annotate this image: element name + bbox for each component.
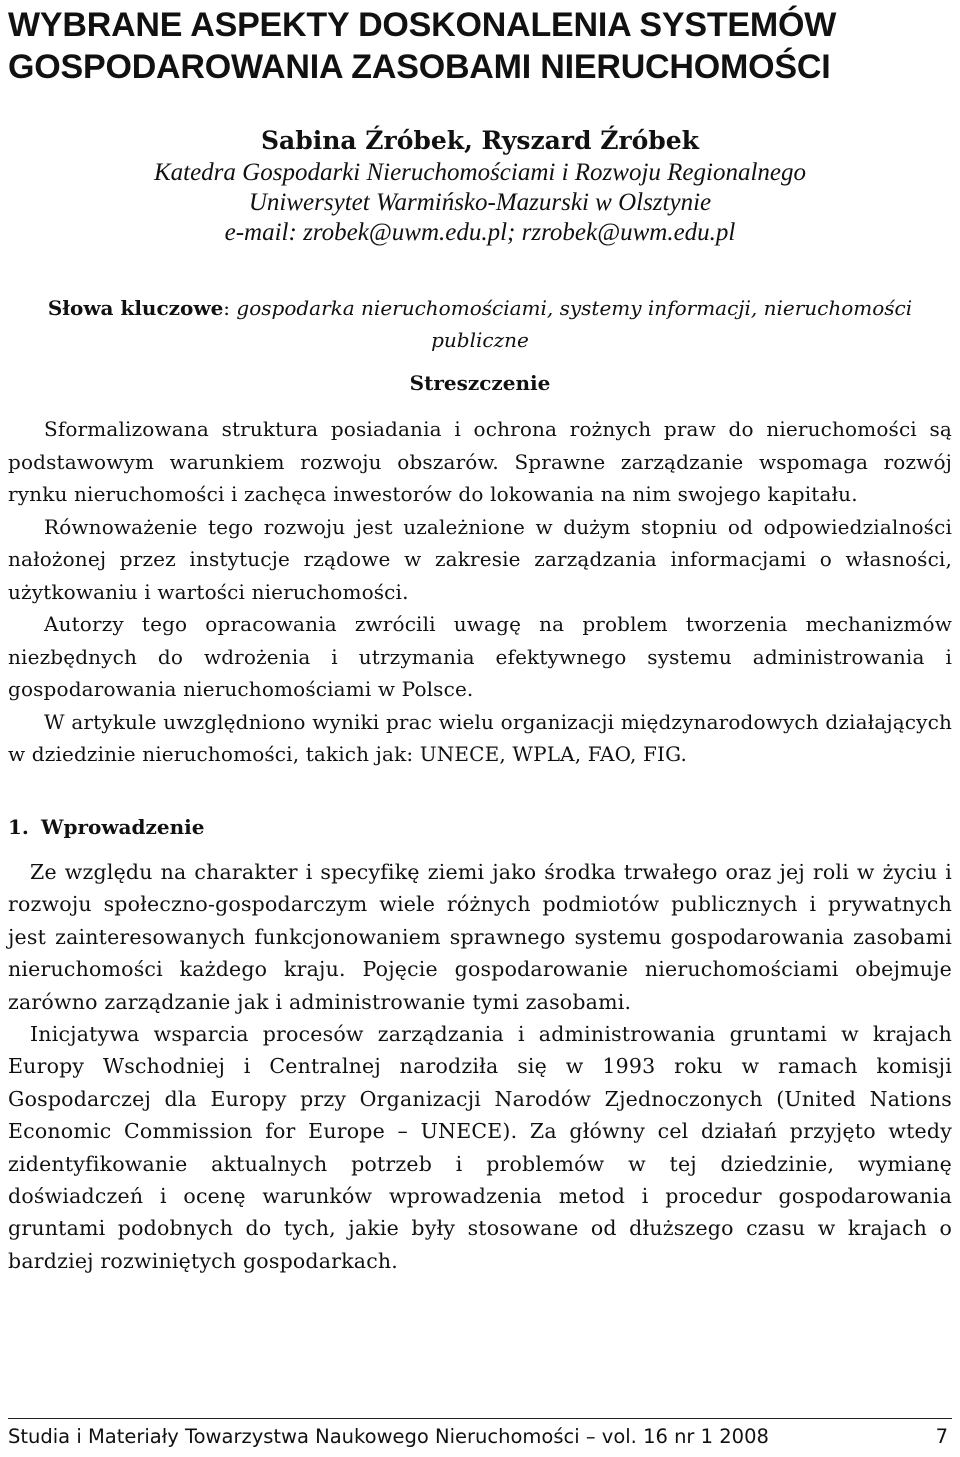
authors: Sabina Źróbek, Ryszard Źróbek <box>260 126 699 155</box>
page-number: 7 <box>935 1425 948 1448</box>
keywords-text: gospodarka nieruchomościami, systemy informacji, nieruchomości publiczne <box>236 296 913 352</box>
section-heading <box>8 812 952 842</box>
affiliation-department: Katedra Gospodarki Nieruchomościami i Rozwoju Regionalnego <box>153 159 807 186</box>
keywords <box>8 292 952 356</box>
abstract-paragraph: W artykule uwzględniono wyniki prac wielu organizacji międzynarodowych działających w dziedzinie nieruchomości, takich jak: UNECE, WPLA, FAO, FIG. <box>8 709 952 766</box>
abstract-paragraph: Sformalizowana struktura posiadania i ochrona rożnych praw do nieruchomości są podstawowym warunkiem rozwoju obszarów. Sprawne zarządzanie wspomaga rozwój rynku nieruchomości i zachęca inwestorów do lokowania na nim swojego kapitału. <box>8 417 952 506</box>
keywords-separator: : <box>223 296 237 320</box>
keywords-label: Słowa kluczowe <box>47 296 224 320</box>
section-title: Wprowadzenie <box>41 815 205 839</box>
abstract-paragraph: Równoważenie tego rozwoju jest uzależnione w dużym stopniu od odpowiedzialności nałożonej przez instytucje rządowe w zakresie zarządzania informacjami o własności, użytkowaniu i wartości nieruchomości. <box>8 514 952 604</box>
paper-title-line-2: GOSPODAROWANIA ZASOBAMI NIERUCHOMOŚCI <box>8 48 831 86</box>
abstract-paragraph: Autorzy tego opracowania zwrócili uwagę na problem tworzenia mechanizmów niezbędnych do wdrożenia i utrzymania efektywnego systemu administrowania i gospodarowania nieruchomościami w Polsce. <box>8 612 952 701</box>
author-email: e-mail: zrobek@uwm.edu.pl; rzrobek@uwm.edu.pl <box>224 219 736 246</box>
abstract-heading: Streszczenie <box>409 371 551 395</box>
author-block <box>8 124 952 248</box>
section-body <box>8 856 952 1277</box>
body-paragraph: Inicjatywa wsparcia procesów zarządzania i administrowania gruntami w krajach Europy Wschodniej i Centralnej narodziła się w 1993 roku w ramach komisji Gospodarczej dla Europy przy Organizacji Narodów Zjednoczonych (United Nations Economic Commission for Europe – UNECE). Za główny cel działań przyjęto wtedy zidentyfikowanie aktualnych potrzeb i problemów w tej dziedzinie, wymianę doświadczeń i ocenę warunków wprowadzenia metod i procedur gospodarowania gruntami podobnych do tych, jakie były stosowane od dłuższego czasu w krajach o bardziej rozwiniętych gospodarkach. <box>8 1022 952 1273</box>
paper-page <box>8 0 952 1457</box>
footer-journal: Studia i Materiały Towarzystwa Naukowego Nieruchomości – vol. 16 nr 1 2008 <box>8 1425 769 1448</box>
paper-title <box>8 4 952 88</box>
footer-divider <box>8 1418 952 1419</box>
paper-title-line-1: WYBRANE ASPEKTY DOSKONALENIA SYSTEMÓW <box>8 6 837 44</box>
abstract-body <box>8 413 952 771</box>
section-number: 1. <box>8 815 29 839</box>
affiliation-university: Uniwersytet Warmińsko-Mazurski w Olsztynie <box>248 189 712 216</box>
body-paragraph: Ze względu na charakter i specyfikę ziemi jako środka trwałego oraz jej roli w życiu i rozwoju społeczno-gospodarczym wiele różnych podmiotów publicznych i prywatnych jest zainteresowanych funkcjonowaniem sprawnego systemu gospodarowania zasobami nieruchomości każdego kraju. Pojęcie gospodarowanie nieruchomościami obejmuje zarówno zarządzanie jak i administrowanie tymi zasobami. <box>8 860 952 1014</box>
